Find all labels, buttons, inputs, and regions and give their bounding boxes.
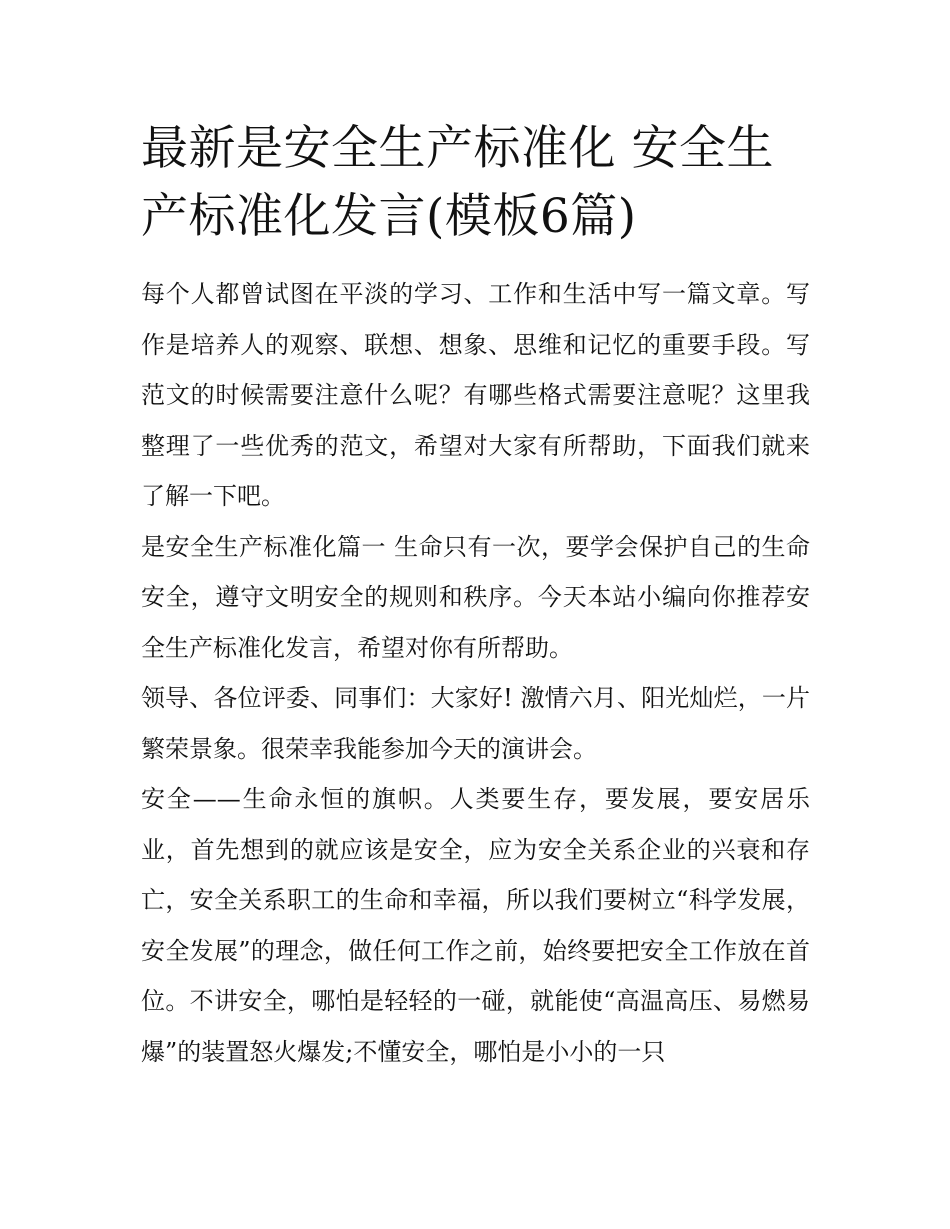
document-title: 最新是安全生产标准化 安全生产标准化发言(模板6篇) — [141, 121, 774, 244]
paragraph-greeting: 领导、各位评委、同事们：大家好! 激情六月、阳光灿烂，一片繁荣景象。很荣幸我能参加今天的演讲会。 — [141, 684, 810, 763]
paragraph-intro: 每个人都曾试图在平淡的学习、工作和生活中写一篇文章。写作是培养人的观察、联想、想象、思维和记忆的重要手段。写范文的时候需要注意什么呢？有哪些格式需要注意呢？这里我整理了一些优秀的范文，希望对大家有所帮助，下面我们就来了解一下吧。 — [141, 280, 810, 510]
paragraph-safety: 安全——生命永恒的旗帜。人类要生存，要发展，要安居乐业，首先想到的就应该是安全，应为安全关系企业的兴衰和存亡，安全关系职工的生命和幸福，所以我们要树立“科学发展，安全发展”的理念，做任何工作之前，始终要把安全工作放在首位。不讲安全，哪怕是轻轻的一碰，就能使“高温高压、易燃易爆”的装置怒火爆发;不懂安全，哪怕是小小的一只 — [141, 785, 810, 1066]
paragraph-section-one: 是安全生产标准化篇一 生命只有一次，要学会保护自己的生命安全，遵守文明安全的规则和秩序。今天本站小编向你推荐安全生产标准化发言，希望对你有所帮助。 — [141, 532, 810, 662]
